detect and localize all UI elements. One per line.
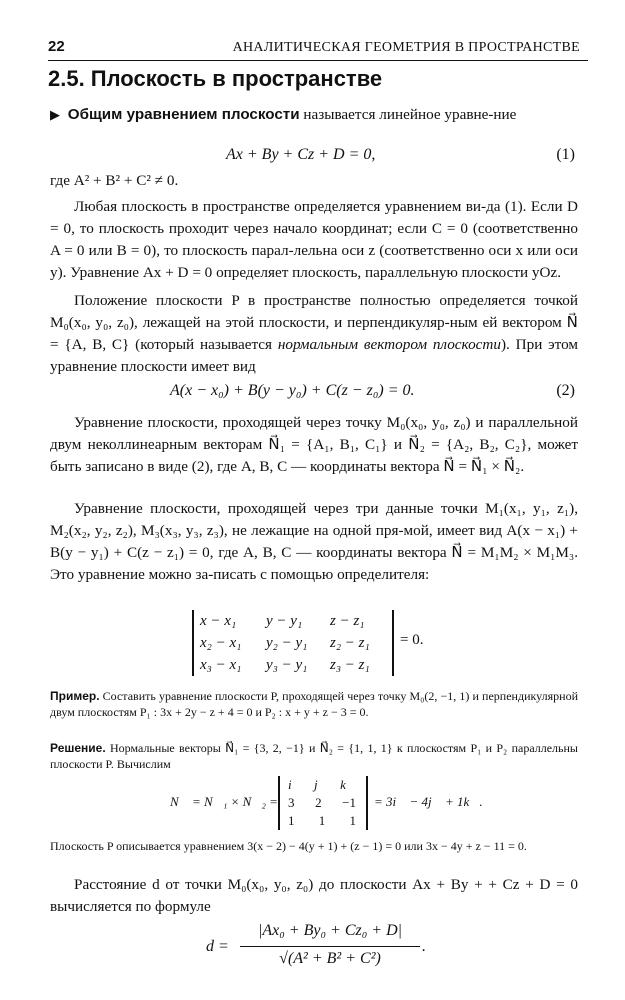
distance-lhs: d = <box>206 938 229 955</box>
det2-lhs: N⃗ = N⃗₁ × N⃗₂ = <box>170 794 278 809</box>
paragraph-two-vectors: Уравнение плоскости, проходящей через точку M₀(x₀, y₀, z₀) и параллельной двум неколлинеарным векторам N⃗₁ = {A₁, B₁, C₁} и N⃗₂ = {A₂, B₂, C₂}, может быть записано в виде (2), где A, B, C — координаты вектора N⃗ = N⃗₁ × N⃗₂. <box>50 414 578 475</box>
det1-cell: z₃ − z₁ <box>330 657 370 673</box>
equation-2-number: (2) <box>556 382 575 399</box>
example-label: Пример. <box>50 689 100 703</box>
distance-denominator: √(A² + B² + C²) <box>279 950 381 967</box>
det2-cell: 3 <box>288 795 295 810</box>
determinant-cross-product <box>170 776 490 830</box>
normal-vector-text-b: ). При этом уравнение плоскости имеет вид <box>50 336 578 375</box>
running-title: АНАЛИТИЧЕСКАЯ ГЕОМЕТРИЯ В ПРОСТРАНСТВЕ <box>232 40 580 55</box>
section-title: 2.5. Плоскость в пространстве <box>48 66 383 91</box>
solution-block <box>50 740 578 772</box>
det2-cell: i⃗ <box>288 777 302 792</box>
definition-paragraph <box>50 104 578 126</box>
det2-cell: 1 <box>288 813 295 828</box>
paragraph-plane-cases: Любая плоскость в пространстве определяется уравнением ви-да (1). Если D = 0, то плоскость проходит через начало координат; если C = 0 (соответственно A = 0 или B = 0), то плоскость парал-лельна оси z (соответственно оси x или оси y). Уравнение Ax + D = 0 определяет плоскость, параллельную плоскости yOz. <box>50 198 578 281</box>
det1-cell: x₃ − x₁ <box>200 657 242 673</box>
det2-cell: 2 <box>315 795 322 810</box>
example-block <box>50 688 578 720</box>
det1-cell: z − z₁ <box>330 613 365 629</box>
normal-vector-text-a: Положение плоскости P в пространстве полностью определяется точкой M₀(x₀, y₀, z₀), лежащей на этой плоскости, и перпендикуляр-ным ей вектором N⃗ = {A, B, C} (который называется <box>50 292 578 353</box>
condition-text: где A² + B² + C² ≠ 0. <box>50 172 179 189</box>
normal-vector-term: нормальным вектором плоскости <box>277 336 501 353</box>
det1-col-2 <box>266 610 307 676</box>
det1-col-3 <box>330 610 370 676</box>
det1-cell: y − y₁ <box>266 613 303 629</box>
det1-col-1 <box>200 610 241 676</box>
solution-text: Нормальные векторы N⃗₁ = {3, 2, −1} и N⃗₂ = {1, 1, 1} к плоскостям P₁ и P₂ параллельны плоскости P. Вычислим <box>50 741 578 771</box>
equation-1: Ax + By + Cz + D = 0, <box>226 146 376 163</box>
det2-cell: j⃗ <box>314 777 328 792</box>
equation-1-number: (1) <box>556 146 575 163</box>
distance-formula <box>206 922 446 976</box>
det1-cell: x₂ − x₁ <box>200 635 242 651</box>
solution-label: Решение. <box>50 741 106 755</box>
paragraph-distance: Расстояние d от точки M₀(x₀, y₀, z₀) до плоскости Ax + By + + Cz + D = 0 вычисляется по формуле <box>50 876 578 915</box>
paragraph-normal-vector <box>50 290 578 378</box>
equation-2: A(x − x₀) + B(y − y₀) + C(z − z₀) = 0. <box>170 382 415 399</box>
det2-cell: 1 <box>349 813 356 828</box>
running-header <box>48 38 588 61</box>
det1-cell: y₂ − y₁ <box>266 635 308 651</box>
definition-text: называется линейное уравне-ние <box>299 106 517 123</box>
triangle-marker-icon: ▶ <box>50 107 60 122</box>
det1-tail: = 0. <box>400 632 424 648</box>
page-number: 22 <box>48 38 65 55</box>
det2-cell: 1 <box>318 813 326 828</box>
det2-matrix <box>288 776 356 830</box>
defined-term: Общим уравнением плоскости <box>67 106 300 123</box>
determinant-three-points <box>192 610 442 676</box>
example-text: Составить уравнение плоскости P, проходящей через точку M₀(2, −1, 1) и перпендикулярной двум плоскостям P₁ : 3x + 2y − z + 4 = 0 и P₂ : x + y + z − 3 = 0. <box>50 689 578 719</box>
det1-cell: x − x₁ <box>200 613 237 629</box>
det2-cell: −1 <box>342 795 356 810</box>
det2-rhs: = 3i⃗ − 4j⃗ + 1k⃗. <box>374 794 483 809</box>
det2-cell: k⃗ <box>340 777 356 792</box>
paragraph-three-points: Уравнение плоскости, проходящей через три данные точки M₁(x₁, y₁, z₁), M₂(x₂, y₂, z₂), M₃(x₃, y₃, z₃), не лежащие на одной пря-мой, имеет вид A(x − x₁) + B(y − y₁) + C(z − z₁) = 0, где A, B, C — координаты вектора N⃗ = M₁M₂ × M₁M₃. Это уравнение можно за-писать с помощью определителя: <box>50 500 578 583</box>
conclusion-block: Плоскость P описывается уравнением 3(x − 2) − 4(y + 1) + (z − 1) = 0 или 3x − 4y + z − 11 = 0. <box>50 839 527 853</box>
distance-numerator: |Ax₀ + By₀ + Cz₀ + D| <box>257 922 403 939</box>
distance-tail: . <box>422 938 426 955</box>
det1-cell: z₂ − z₁ <box>330 635 370 651</box>
det1-cell: y₃ − y₁ <box>266 657 308 673</box>
